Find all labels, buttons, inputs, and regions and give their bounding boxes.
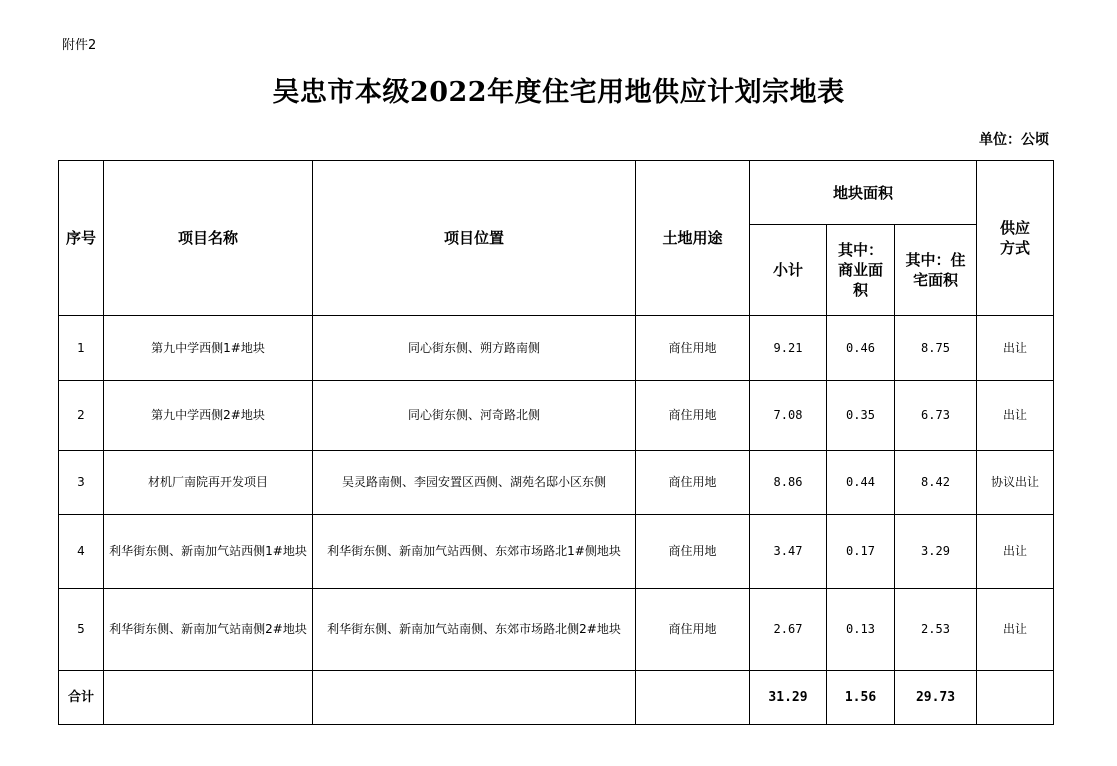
header-area-group: 地块面积 <box>750 161 977 225</box>
cell-supply: 出让 <box>977 589 1054 671</box>
header-residential <box>895 225 977 316</box>
cell-seq: 3 <box>59 451 104 515</box>
cell-name: 第九中学西侧2#地块 <box>104 381 313 451</box>
cell-name: 材机厂南院再开发项目 <box>104 451 313 515</box>
table-row <box>59 515 1054 589</box>
cell-land-use: 商住用地 <box>636 381 750 451</box>
cell-supply: 出让 <box>977 381 1054 451</box>
cell-land-use: 商住用地 <box>636 316 750 381</box>
cell-seq: 2 <box>59 381 104 451</box>
cell-subtotal: 9.21 <box>750 316 827 381</box>
cell-subtotal: 3.47 <box>750 515 827 589</box>
cell-subtotal: 2.67 <box>750 589 827 671</box>
cell-location: 同心街东侧、朔方路南侧 <box>313 316 636 381</box>
attachment-label: 附件2 <box>62 38 97 53</box>
cell-location: 吴灵路南侧、李园安置区西侧、湖苑名邸小区东侧 <box>313 451 636 515</box>
total-label: 合计 <box>59 671 104 725</box>
header-supply-text: 供应方式 <box>1000 219 1031 257</box>
cell-residential: 2.53 <box>895 589 977 671</box>
table-row <box>59 381 1054 451</box>
total-empty-supply <box>977 671 1054 725</box>
table-row <box>59 451 1054 515</box>
table-row <box>59 589 1054 671</box>
cell-land-use: 商住用地 <box>636 515 750 589</box>
header-subtotal: 小计 <box>750 225 827 316</box>
cell-land-use: 商住用地 <box>636 589 750 671</box>
header-land-use: 土地用途 <box>636 161 750 316</box>
header-seq: 序号 <box>59 161 104 316</box>
total-empty-name <box>104 671 313 725</box>
total-empty-location <box>313 671 636 725</box>
land-supply-table <box>58 160 1054 725</box>
cell-supply: 出让 <box>977 515 1054 589</box>
cell-location: 利华街东侧、新南加气站南侧、东郊市场路北侧2#地块 <box>313 589 636 671</box>
header-commercial-text: 其中：商业面积 <box>837 241 883 299</box>
cell-name: 利华街东侧、新南加气站南侧2#地块 <box>104 589 313 671</box>
cell-name: 利华街东侧、新南加气站西侧1#地块 <box>104 515 313 589</box>
cell-commercial: 0.44 <box>827 451 895 515</box>
cell-commercial: 0.46 <box>827 316 895 381</box>
cell-residential: 6.73 <box>895 381 977 451</box>
cell-subtotal: 7.08 <box>750 381 827 451</box>
cell-location: 利华街东侧、新南加气站西侧、东郊市场路北1#侧地块 <box>313 515 636 589</box>
cell-supply: 协议出让 <box>977 451 1054 515</box>
cell-commercial: 0.17 <box>827 515 895 589</box>
header-location: 项目位置 <box>313 161 636 316</box>
cell-land-use: 商住用地 <box>636 451 750 515</box>
cell-subtotal: 8.86 <box>750 451 827 515</box>
cell-residential: 3.29 <box>895 515 977 589</box>
cell-commercial: 0.35 <box>827 381 895 451</box>
cell-location: 同心街东侧、河奇路北侧 <box>313 381 636 451</box>
total-commercial: 1.56 <box>827 671 895 725</box>
table-row <box>59 316 1054 381</box>
total-empty-land-use <box>636 671 750 725</box>
cell-name: 第九中学西侧1#地块 <box>104 316 313 381</box>
header-name: 项目名称 <box>104 161 313 316</box>
cell-seq: 1 <box>59 316 104 381</box>
header-row-1 <box>59 161 1054 225</box>
header-supply <box>977 161 1054 316</box>
cell-seq: 4 <box>59 515 104 589</box>
cell-commercial: 0.13 <box>827 589 895 671</box>
cell-residential: 8.42 <box>895 451 977 515</box>
unit-label: 单位：公顷 <box>979 132 1049 148</box>
page-title: 吴忠市本级2022年度住宅用地供应计划宗地表 <box>272 77 845 108</box>
header-commercial <box>827 225 895 316</box>
total-residential: 29.73 <box>895 671 977 725</box>
cell-seq: 5 <box>59 589 104 671</box>
header-residential-text: 其中：住宅面积 <box>905 251 966 289</box>
cell-residential: 8.75 <box>895 316 977 381</box>
total-row <box>59 671 1054 725</box>
total-subtotal: 31.29 <box>750 671 827 725</box>
cell-supply: 出让 <box>977 316 1054 381</box>
